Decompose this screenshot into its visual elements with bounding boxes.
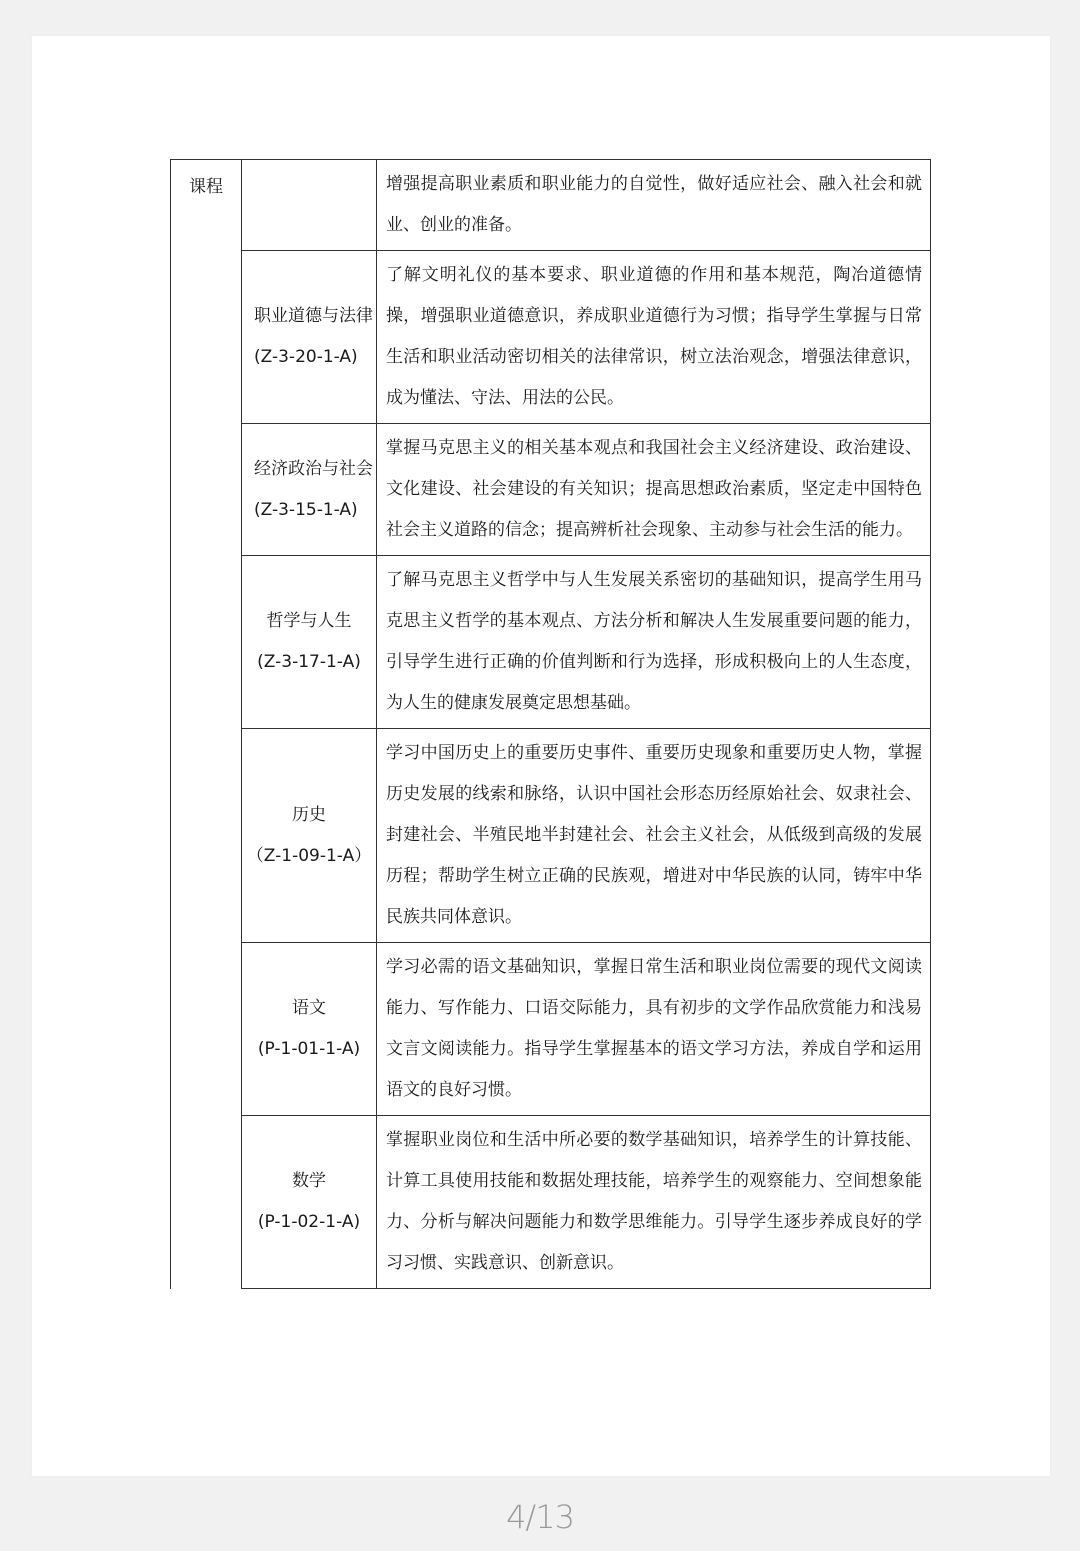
category-label: 课程 [189,177,223,197]
course-name-with-code: 职业道德与法律(Z-3-20-1-A) [254,306,373,367]
table-row [171,1116,931,1289]
table-row [171,943,931,1116]
course-name-cell [242,160,377,251]
course-name-cell [242,556,377,729]
table-row [171,729,931,943]
course-name-cell [242,251,377,424]
course-name: 数学 [292,1171,326,1191]
course-code: (P-1-02-1-A) [257,1212,361,1232]
course-code: （Z-1-09-1-A） [246,845,372,866]
table-row [171,556,931,729]
course-name-cell [242,729,377,943]
course-description: 了解文明礼仪的基本要求、职业道德的作用和基本规范，陶冶道德情操，增强职业道德意识，养成职业道德行为习惯；指导学生掌握与日常生活和职业活动密切相关的法律常识，树立法治观念，增强法律意识，成为懂法、守法、用法的公民。 [377,251,931,424]
course-description: 了解马克思主义哲学中与人生发展关系密切的基础知识，提高学生用马克思主义哲学的基本观点、方法分析和解决人生发展重要问题的能力，引导学生进行正确的价值判断和行为选择，形成积极向上的人生态度，为人生的健康发展奠定思想基础。 [377,556,931,729]
page-number: 4/13 [506,1498,574,1536]
category-cell [171,160,242,1289]
table-row [171,251,931,424]
course-name: 语文 [292,998,326,1018]
table-row [171,424,931,556]
course-description: 学习中国历史上的重要历史事件、重要历史现象和重要历史人物，掌握历史发展的线索和脉络，认识中国社会形态历经原始社会、奴隶社会、封建社会、半殖民地半封建社会、社会主义社会，从低级到高级的发展历程；帮助学生树立正确的民族观，增进对中华民族的认同，铸牢中华民族共同体意识。 [377,729,931,943]
course-description: 学习必需的语文基础知识，掌握日常生活和职业岗位需要的现代文阅读能力、写作能力、口语交际能力，具有初步的文学作品欣赏能力和浅易文言文阅读能力。指导学生掌握基本的语文学习方法，养成自学和运用语文的良好习惯。 [377,943,931,1116]
course-code: (Z-3-17-1-A) [257,652,361,672]
course-description: 增强提高职业素质和职业能力的自觉性，做好适应社会、融入社会和就业、创业的准备。 [377,160,931,251]
course-name-cell [242,1116,377,1289]
table-row [171,160,931,251]
course-code: (P-1-01-1-A) [257,1039,361,1059]
course-name-with-code: 经济政治与社会(Z-3-15-1-A) [254,458,373,520]
course-name-cell [242,943,377,1116]
course-name: 哲学与人生 [266,611,352,631]
course-name-cell [242,424,377,556]
course-name: 历史 [292,804,326,825]
course-description: 掌握马克思主义的相关基本观点和我国社会主义经济建设、政治建设、文化建设、社会建设的有关知识；提高思想政治素质，坚定走中国特色社会主义道路的信念；提高辨析社会现象、主动参与社会生活的能力。 [377,424,931,556]
course-description: 掌握职业岗位和生活中所必要的数学基础知识，培养学生的计算技能、计算工具使用技能和数据处理技能，培养学生的观察能力、空间想象能力、分析与解决问题能力和数学思维能力。引导学生逐步养成良好的学习习惯、实践意识、创新意识。 [377,1116,931,1289]
course-table [170,159,931,1289]
document-page [32,36,1050,1476]
